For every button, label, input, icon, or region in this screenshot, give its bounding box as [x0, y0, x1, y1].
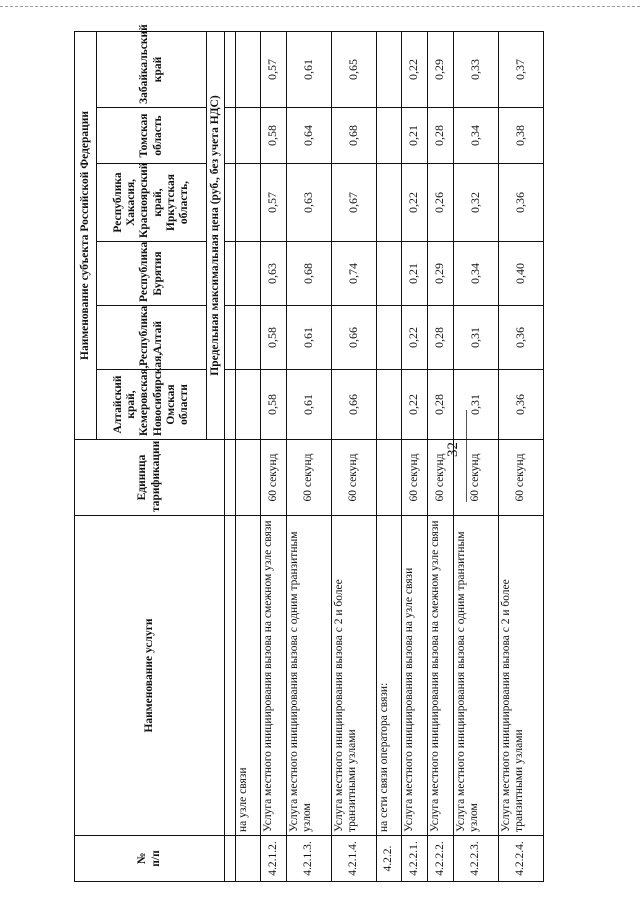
price-cell: 0,36: [498, 370, 543, 440]
price-cell: 0,66: [331, 370, 376, 440]
price-cell: 0,65: [331, 31, 376, 107]
table-row: [498, 31, 543, 881]
price-cell: 0,58: [260, 108, 286, 164]
table-row: [331, 31, 376, 881]
price-cell: 0,64: [286, 108, 331, 164]
price-cell: 0,21: [401, 108, 427, 164]
price-cell: [236, 242, 261, 306]
price-cell: [236, 370, 261, 440]
price-cell: 0,29: [427, 242, 453, 306]
price-cell: 0,22: [401, 370, 427, 440]
tariff-unit: 60 секунд: [453, 440, 498, 516]
row-number: 4.2.2.1.: [401, 836, 427, 882]
price-cell: 0,34: [453, 108, 498, 164]
tariff-unit: 60 секунд: [260, 440, 286, 516]
tariff-unit: [377, 440, 402, 516]
rotated-table-container: [74, 24, 544, 882]
price-cell: 0,66: [331, 306, 376, 370]
service-name: Услуга местного инициирования вызова с одним транзитным узлом: [286, 516, 331, 836]
price-cell: [236, 306, 261, 370]
separator-row: [225, 31, 236, 881]
price-cell: [377, 108, 402, 164]
price-cell: [377, 31, 402, 107]
price-cell: [377, 370, 402, 440]
service-name: на сети связи оператора связи:: [377, 516, 402, 836]
price-cell: 0,61: [286, 370, 331, 440]
price-cell: 0,63: [286, 164, 331, 242]
price-cell: 0,31: [453, 370, 498, 440]
price-cell: 0,28: [427, 306, 453, 370]
price-cell: [377, 164, 402, 242]
tariff-unit: 60 секунд: [331, 440, 376, 516]
price-cell: [377, 242, 402, 306]
tariff-unit: 60 секунд: [286, 440, 331, 516]
tariff-unit: 60 секунд: [401, 440, 427, 516]
price-cell: [236, 31, 261, 107]
service-name: Услуга местного инициирования вызова на смежном узле связи: [427, 516, 453, 836]
price-cell: 0,58: [260, 306, 286, 370]
scan-top-rule: [0, 6, 640, 7]
table-row: [236, 31, 261, 881]
price-cell: 0,57: [260, 31, 286, 107]
price-cell: 0,22: [401, 306, 427, 370]
row-number: 4.2.2.3.: [453, 836, 498, 882]
price-cell: 0,28: [427, 370, 453, 440]
price-cell: 0,38: [498, 108, 543, 164]
price-cell: 0,34: [453, 242, 498, 306]
tariff-table: [74, 24, 544, 882]
service-name: на узле связи: [236, 516, 261, 836]
price-cell: 0,33: [453, 31, 498, 107]
price-cell: 0,36: [498, 164, 543, 242]
row-number: 4.2.2.: [377, 836, 402, 882]
price-cell: 0,67: [331, 164, 376, 242]
service-name: Услуга местного инициирования вызова на смежном узле связи: [260, 516, 286, 836]
table-row: [401, 31, 427, 881]
tariff-unit: [236, 440, 261, 516]
price-cell: 0,58: [260, 370, 286, 440]
group-header-regions: Наименование субъекта Российской Федерации: [75, 31, 97, 439]
col-header-num: № п/п: [75, 836, 225, 882]
col-header-name: Наименование услуги: [75, 516, 225, 836]
price-cell: [377, 306, 402, 370]
price-header: Предельная максимальная цена (руб., без учета НДС): [207, 31, 225, 439]
region-header: Республика Бурятия: [97, 242, 207, 306]
service-name: Услуга местного инициирования вызова с одним транзитным узлом: [453, 516, 498, 836]
price-cell: 0,63: [260, 242, 286, 306]
tariff-unit: 60 секунд: [498, 440, 543, 516]
service-name: Услуга местного инициирования вызова с 2 и более транзитными узлами: [331, 516, 376, 836]
col-header-unit: Единица тарификации: [75, 440, 225, 516]
table-row: [286, 31, 331, 881]
price-cell: 0,22: [401, 164, 427, 242]
row-number: 4.2.1.3.: [286, 836, 331, 882]
table-row: [260, 31, 286, 881]
price-cell: 0,61: [286, 306, 331, 370]
row-number: 4.2.1.4.: [331, 836, 376, 882]
row-number: 4.2.2.4.: [498, 836, 543, 882]
table-body: [236, 31, 544, 881]
row-number: 4.2.2.2.: [427, 836, 453, 882]
region-header: Республика Хакасия, Красноярский край, Иркутская область,: [97, 164, 207, 242]
price-cell: 0,61: [286, 31, 331, 107]
price-cell: 0,68: [331, 108, 376, 164]
price-cell: 0,28: [427, 108, 453, 164]
price-cell: 0,40: [498, 242, 543, 306]
price-cell: 0,36: [498, 306, 543, 370]
price-cell: 0,68: [286, 242, 331, 306]
price-cell: 0,57: [260, 164, 286, 242]
price-cell: 0,32: [453, 164, 498, 242]
price-cell: [236, 108, 261, 164]
price-cell: [236, 164, 261, 242]
region-header: Республика Алтай: [97, 306, 207, 370]
table-row: [427, 31, 453, 881]
page-number: 32: [445, 442, 461, 457]
table-row: [377, 31, 402, 881]
region-header: Забайкальский край: [97, 31, 207, 107]
price-cell: 0,26: [427, 164, 453, 242]
price-cell: 0,74: [331, 242, 376, 306]
tariff-unit: 60 секунд: [427, 440, 453, 516]
region-header: Томская область: [97, 108, 207, 164]
price-cell: 0,21: [401, 242, 427, 306]
row-number: [236, 836, 261, 882]
price-cell: 0,29: [427, 31, 453, 107]
price-cell: 0,31: [453, 306, 498, 370]
service-name: Услуга местного инициирования вызова с 2 и более транзитными узлами: [498, 516, 543, 836]
row-number: 4.2.1.2.: [260, 836, 286, 882]
service-name: Услуга местного инициирования вызова на узле связи: [401, 516, 427, 836]
price-cell: 0,22: [401, 31, 427, 107]
table-row: [453, 31, 498, 881]
price-cell: 0,37: [498, 31, 543, 107]
region-header: Алтайский край, Кемеровская, Новосибирская, Омская области: [97, 370, 207, 440]
